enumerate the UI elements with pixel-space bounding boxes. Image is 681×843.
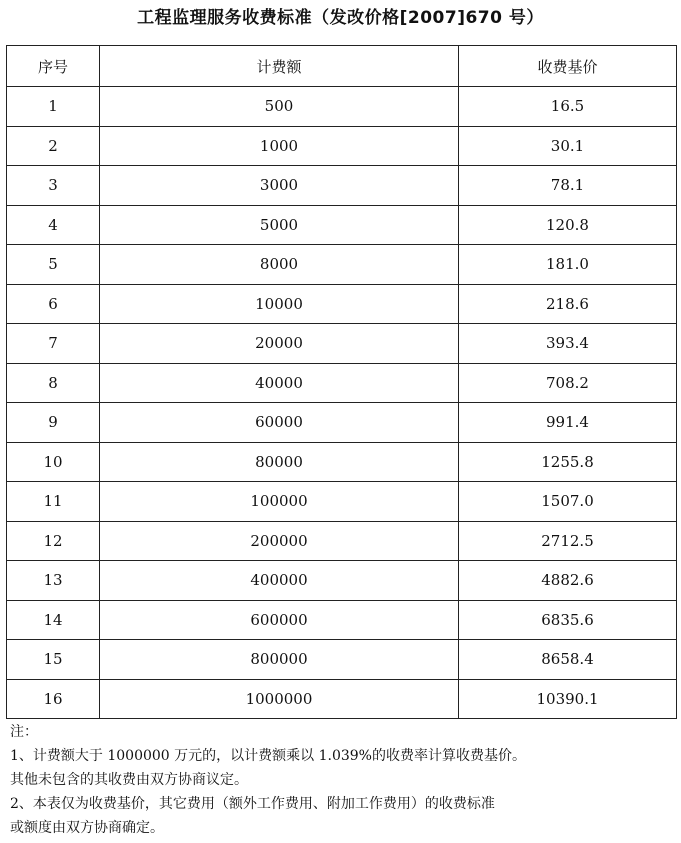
cell-base-price: 1507.0 <box>459 482 677 522</box>
cell-fee-amount: 1000 <box>100 126 459 166</box>
cell-index: 6 <box>7 284 100 324</box>
cell-base-price: 218.6 <box>459 284 677 324</box>
cell-fee-amount: 1000000 <box>100 679 459 719</box>
cell-fee-amount: 100000 <box>100 482 459 522</box>
notes <box>10 720 675 840</box>
table-row <box>7 600 677 640</box>
cell-index: 14 <box>7 600 100 640</box>
cell-base-price: 708.2 <box>459 363 677 403</box>
cell-fee-amount: 400000 <box>100 561 459 601</box>
header-index: 序号 <box>7 46 100 87</box>
cell-fee-amount: 200000 <box>100 521 459 561</box>
cell-index: 7 <box>7 324 100 364</box>
table-body <box>7 87 677 719</box>
cell-fee-amount: 600000 <box>100 600 459 640</box>
cell-fee-amount: 80000 <box>100 442 459 482</box>
cell-index: 5 <box>7 245 100 285</box>
header-fee-amount: 计费额 <box>100 46 459 87</box>
table-row <box>7 521 677 561</box>
cell-fee-amount: 3000 <box>100 166 459 206</box>
cell-fee-amount: 40000 <box>100 363 459 403</box>
cell-base-price: 991.4 <box>459 403 677 443</box>
table-row <box>7 205 677 245</box>
header-base-price: 收费基价 <box>459 46 677 87</box>
table-row <box>7 482 677 522</box>
note-line: 2、本表仅为收费基价，其它费用（额外工作费用、附加工作费用）的收费标准 <box>10 796 495 812</box>
table-row <box>7 87 677 127</box>
cell-base-price: 4882.6 <box>459 561 677 601</box>
cell-index: 9 <box>7 403 100 443</box>
table-row <box>7 679 677 719</box>
cell-base-price: 30.1 <box>459 126 677 166</box>
cell-fee-amount: 10000 <box>100 284 459 324</box>
note-line: 其他未包含的其收费由双方协商议定。 <box>10 772 248 788</box>
cell-fee-amount: 8000 <box>100 245 459 285</box>
table-header-row <box>7 46 677 87</box>
cell-index: 12 <box>7 521 100 561</box>
cell-fee-amount: 20000 <box>100 324 459 364</box>
cell-fee-amount: 500 <box>100 87 459 127</box>
note-line: 1、计费额大于 1000000 万元的，以计费额乘以 1.039%的收费率计算收费基价。 <box>10 748 526 764</box>
table-row <box>7 363 677 403</box>
cell-base-price: 6835.6 <box>459 600 677 640</box>
fee-table <box>6 45 677 719</box>
note-line: 或额度由双方协商确定。 <box>10 820 164 836</box>
table-row <box>7 284 677 324</box>
cell-index: 13 <box>7 561 100 601</box>
cell-base-price: 1255.8 <box>459 442 677 482</box>
cell-base-price: 2712.5 <box>459 521 677 561</box>
cell-index: 1 <box>7 87 100 127</box>
table-row <box>7 324 677 364</box>
table-row <box>7 166 677 206</box>
cell-index: 15 <box>7 640 100 680</box>
cell-index: 2 <box>7 126 100 166</box>
cell-fee-amount: 60000 <box>100 403 459 443</box>
cell-base-price: 181.0 <box>459 245 677 285</box>
table-row <box>7 403 677 443</box>
table-row <box>7 442 677 482</box>
page-title: 工程监理服务收费标准（发改价格[2007]670 号） <box>137 8 544 28</box>
cell-index: 11 <box>7 482 100 522</box>
cell-index: 10 <box>7 442 100 482</box>
cell-index: 16 <box>7 679 100 719</box>
table-row <box>7 561 677 601</box>
table-row <box>7 126 677 166</box>
table-row <box>7 640 677 680</box>
cell-base-price: 120.8 <box>459 205 677 245</box>
cell-fee-amount: 5000 <box>100 205 459 245</box>
cell-index: 3 <box>7 166 100 206</box>
notes-label: 注： <box>10 724 38 740</box>
cell-fee-amount: 800000 <box>100 640 459 680</box>
cell-base-price: 78.1 <box>459 166 677 206</box>
cell-index: 8 <box>7 363 100 403</box>
cell-base-price: 10390.1 <box>459 679 677 719</box>
cell-base-price: 16.5 <box>459 87 677 127</box>
cell-base-price: 8658.4 <box>459 640 677 680</box>
cell-base-price: 393.4 <box>459 324 677 364</box>
cell-index: 4 <box>7 205 100 245</box>
table-row <box>7 245 677 285</box>
